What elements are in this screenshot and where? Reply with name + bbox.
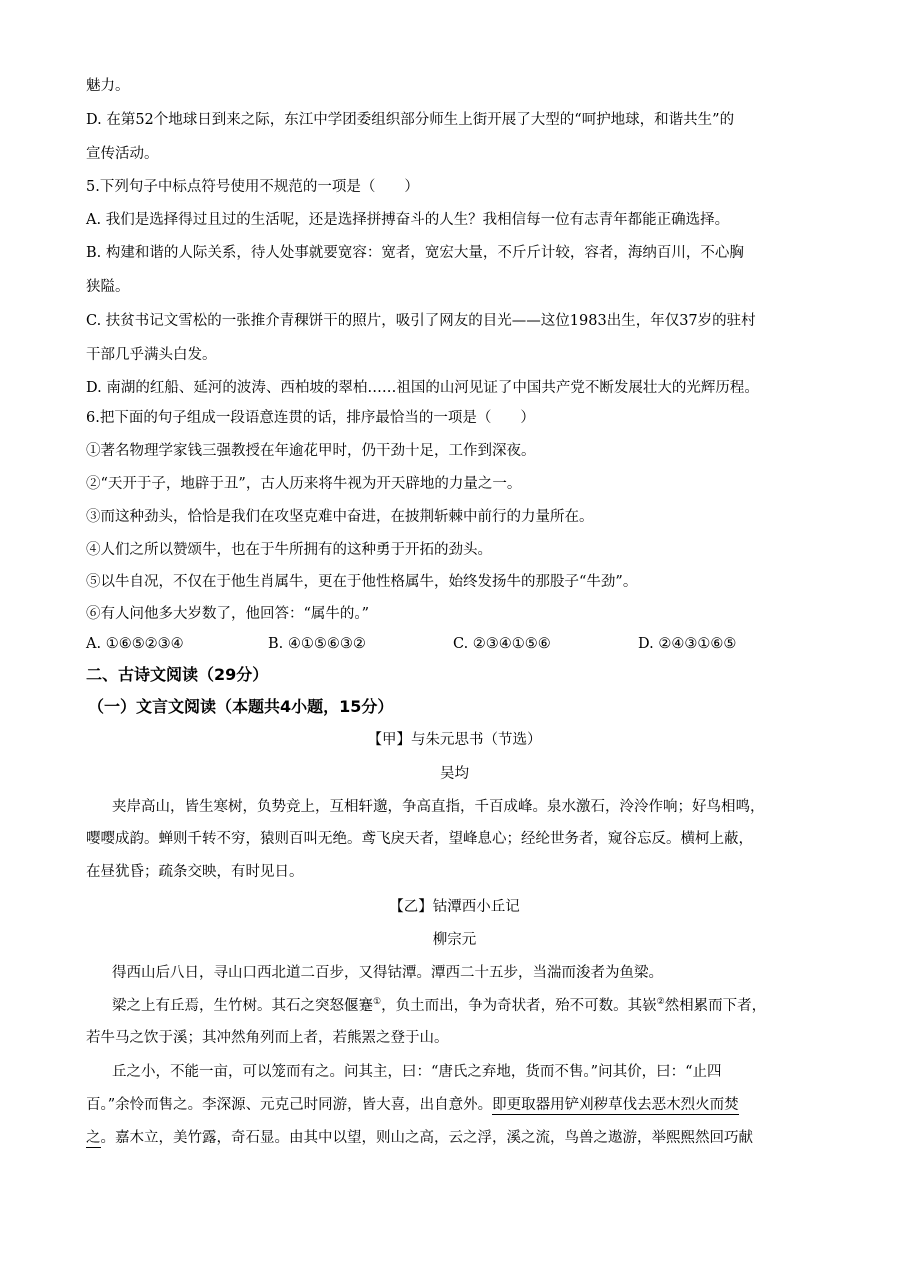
passage-b-title: 【乙】钴潭西小丘记 xyxy=(389,899,520,915)
answer-option-b: B. ④①⑤⑥③② xyxy=(268,636,366,652)
text-line: 魅力。 xyxy=(86,78,130,94)
passage-a-author: 吴均 xyxy=(440,766,469,782)
sentence-1: ①著名物理学家钱三强教授在年逾花甲时，仍干劲十足，工作到深夜。 xyxy=(86,443,536,459)
section-heading: 二、古诗文阅读（29分） xyxy=(86,665,269,684)
text-span: 。嘉木立，美竹露，奇石显。由其中以望，则山之高，云之浮，溪之流，鸟兽之遨游，举熙熙然回巧献 xyxy=(100,1130,753,1146)
sentence-2: ②“天开于子，地辟于丑”，古人历来将牛视为开天辟地的力量之一。 xyxy=(86,476,522,492)
underlined-sentence: 即更取器用铲刈秽草伐去恶木烈火而焚 xyxy=(492,1097,739,1113)
sentence-4: ④人们之所以赞颂牛，也在于牛所拥有的这种勇于开拓的劲头。 xyxy=(86,542,492,558)
passage-a-title: 【甲】与朱元思书（节选） xyxy=(367,732,542,748)
passage-b-text: 得西山后八日，寻山口西北道二百步，又得钴潭。潭西二十五步，当湍而浚者为鱼梁。 xyxy=(112,965,663,981)
footnote-marker: ② xyxy=(656,997,665,1007)
footnote-marker: ① xyxy=(373,997,382,1007)
text-span: ，负土而出，争为奇状者，殆不可数。其嵚 xyxy=(381,998,657,1014)
text-line: 狭隘。 xyxy=(86,279,130,295)
question-6: 6.把下面的句子组成一段语意连贯的话，排序最恰当的一项是（ ） xyxy=(86,410,535,426)
question-5: 5.下列句子中标点符号使用不规范的一项是（ ） xyxy=(86,179,419,195)
text-line: 宣传活动。 xyxy=(86,146,159,162)
text-span: 百。”余怜而售之。李深源、元克己时同游，皆大喜，出自意外。 xyxy=(86,1097,493,1113)
passage-a-text: 在昼犹昏；疏条交映，有时见日。 xyxy=(86,864,304,880)
answer-option-a: A. ①⑥⑤②③④ xyxy=(86,636,184,652)
sentence-3: ③而这种劲头，恰恰是我们在攻坚克难中奋进，在披荆斩棘中前行的力量所在。 xyxy=(86,509,594,525)
text-span: 然相累而下者， xyxy=(664,998,767,1014)
passage-b-text: 若牛马之饮于溪；其冲然角列而上者，若熊罴之登于山。 xyxy=(86,1030,449,1046)
text-span: 梁之上有丘焉，生竹树。其石之突怒偃蹇 xyxy=(112,998,373,1014)
text-line: D. 在第52个地球日到来之际，东江中学团委组织部分师生上街开展了大型的“呵护地球，和谐共生”的 xyxy=(86,112,735,128)
option-c: C. 扶贫书记文雪松的一张推介青稞饼干的照片，吸引了网友的目光——这位1983出生，年仅37岁的驻村 xyxy=(86,313,756,329)
option-b: B. 构建和谐的人际关系，待人处事就要宽容：宽者，宽宏大量，不斤斤计较，容者，海纳百川，不心胸 xyxy=(86,245,744,261)
passage-b-text xyxy=(86,1128,753,1148)
passage-b-author: 柳宗元 xyxy=(432,932,477,948)
subsection-heading: （一）文言文阅读（本题共4小题，15分） xyxy=(88,697,394,716)
option-a: A. 我们是选择得过且过的生活呢，还是选择拼搏奋斗的人生？我相信每一位有志青年都能正确选择。 xyxy=(86,212,730,228)
underlined-sentence: 之 xyxy=(86,1130,101,1146)
sentence-5: ⑤以牛自况，不仅在于他生肖属牛，更在于他性格属牛，始终发扬牛的那股子“牛劲”。 xyxy=(86,574,638,590)
passage-b-text xyxy=(112,996,766,1016)
answer-option-c: C. ②③④①⑤⑥ xyxy=(453,636,551,652)
passage-b-text xyxy=(86,1095,739,1115)
sentence-6: ⑥有人问他多大岁数了，他回答：“属牛的。” xyxy=(86,606,370,622)
passage-a-text: 夹岸高山，皆生寒树，负势竞上，互相轩邈，争高直指，千百成峰。泉水激石，泠泠作响；好鸟相鸣， xyxy=(112,799,765,815)
text-line: 干部几乎满头白发。 xyxy=(86,347,217,363)
passage-a-text: 嘤嘤成韵。蝉则千转不穷，猿则百叫无绝。鸢飞戾天者，望峰息心；经纶世务者，窥谷忘反。横柯上蔽， xyxy=(86,831,753,847)
answer-option-d: D. ②④③①⑥⑤ xyxy=(638,636,737,652)
option-d: D. 南湖的红船、延河的波涛、西柏坡的翠柏……祖国的山河见证了中国共产党不断发展壮大的光辉历程。 xyxy=(86,380,759,396)
passage-b-text: 丘之小，不能一亩，可以笼而有之。问其主，曰：“唐氏之弃地，货而不售。”问其价，曰：“止四 xyxy=(112,1064,722,1080)
